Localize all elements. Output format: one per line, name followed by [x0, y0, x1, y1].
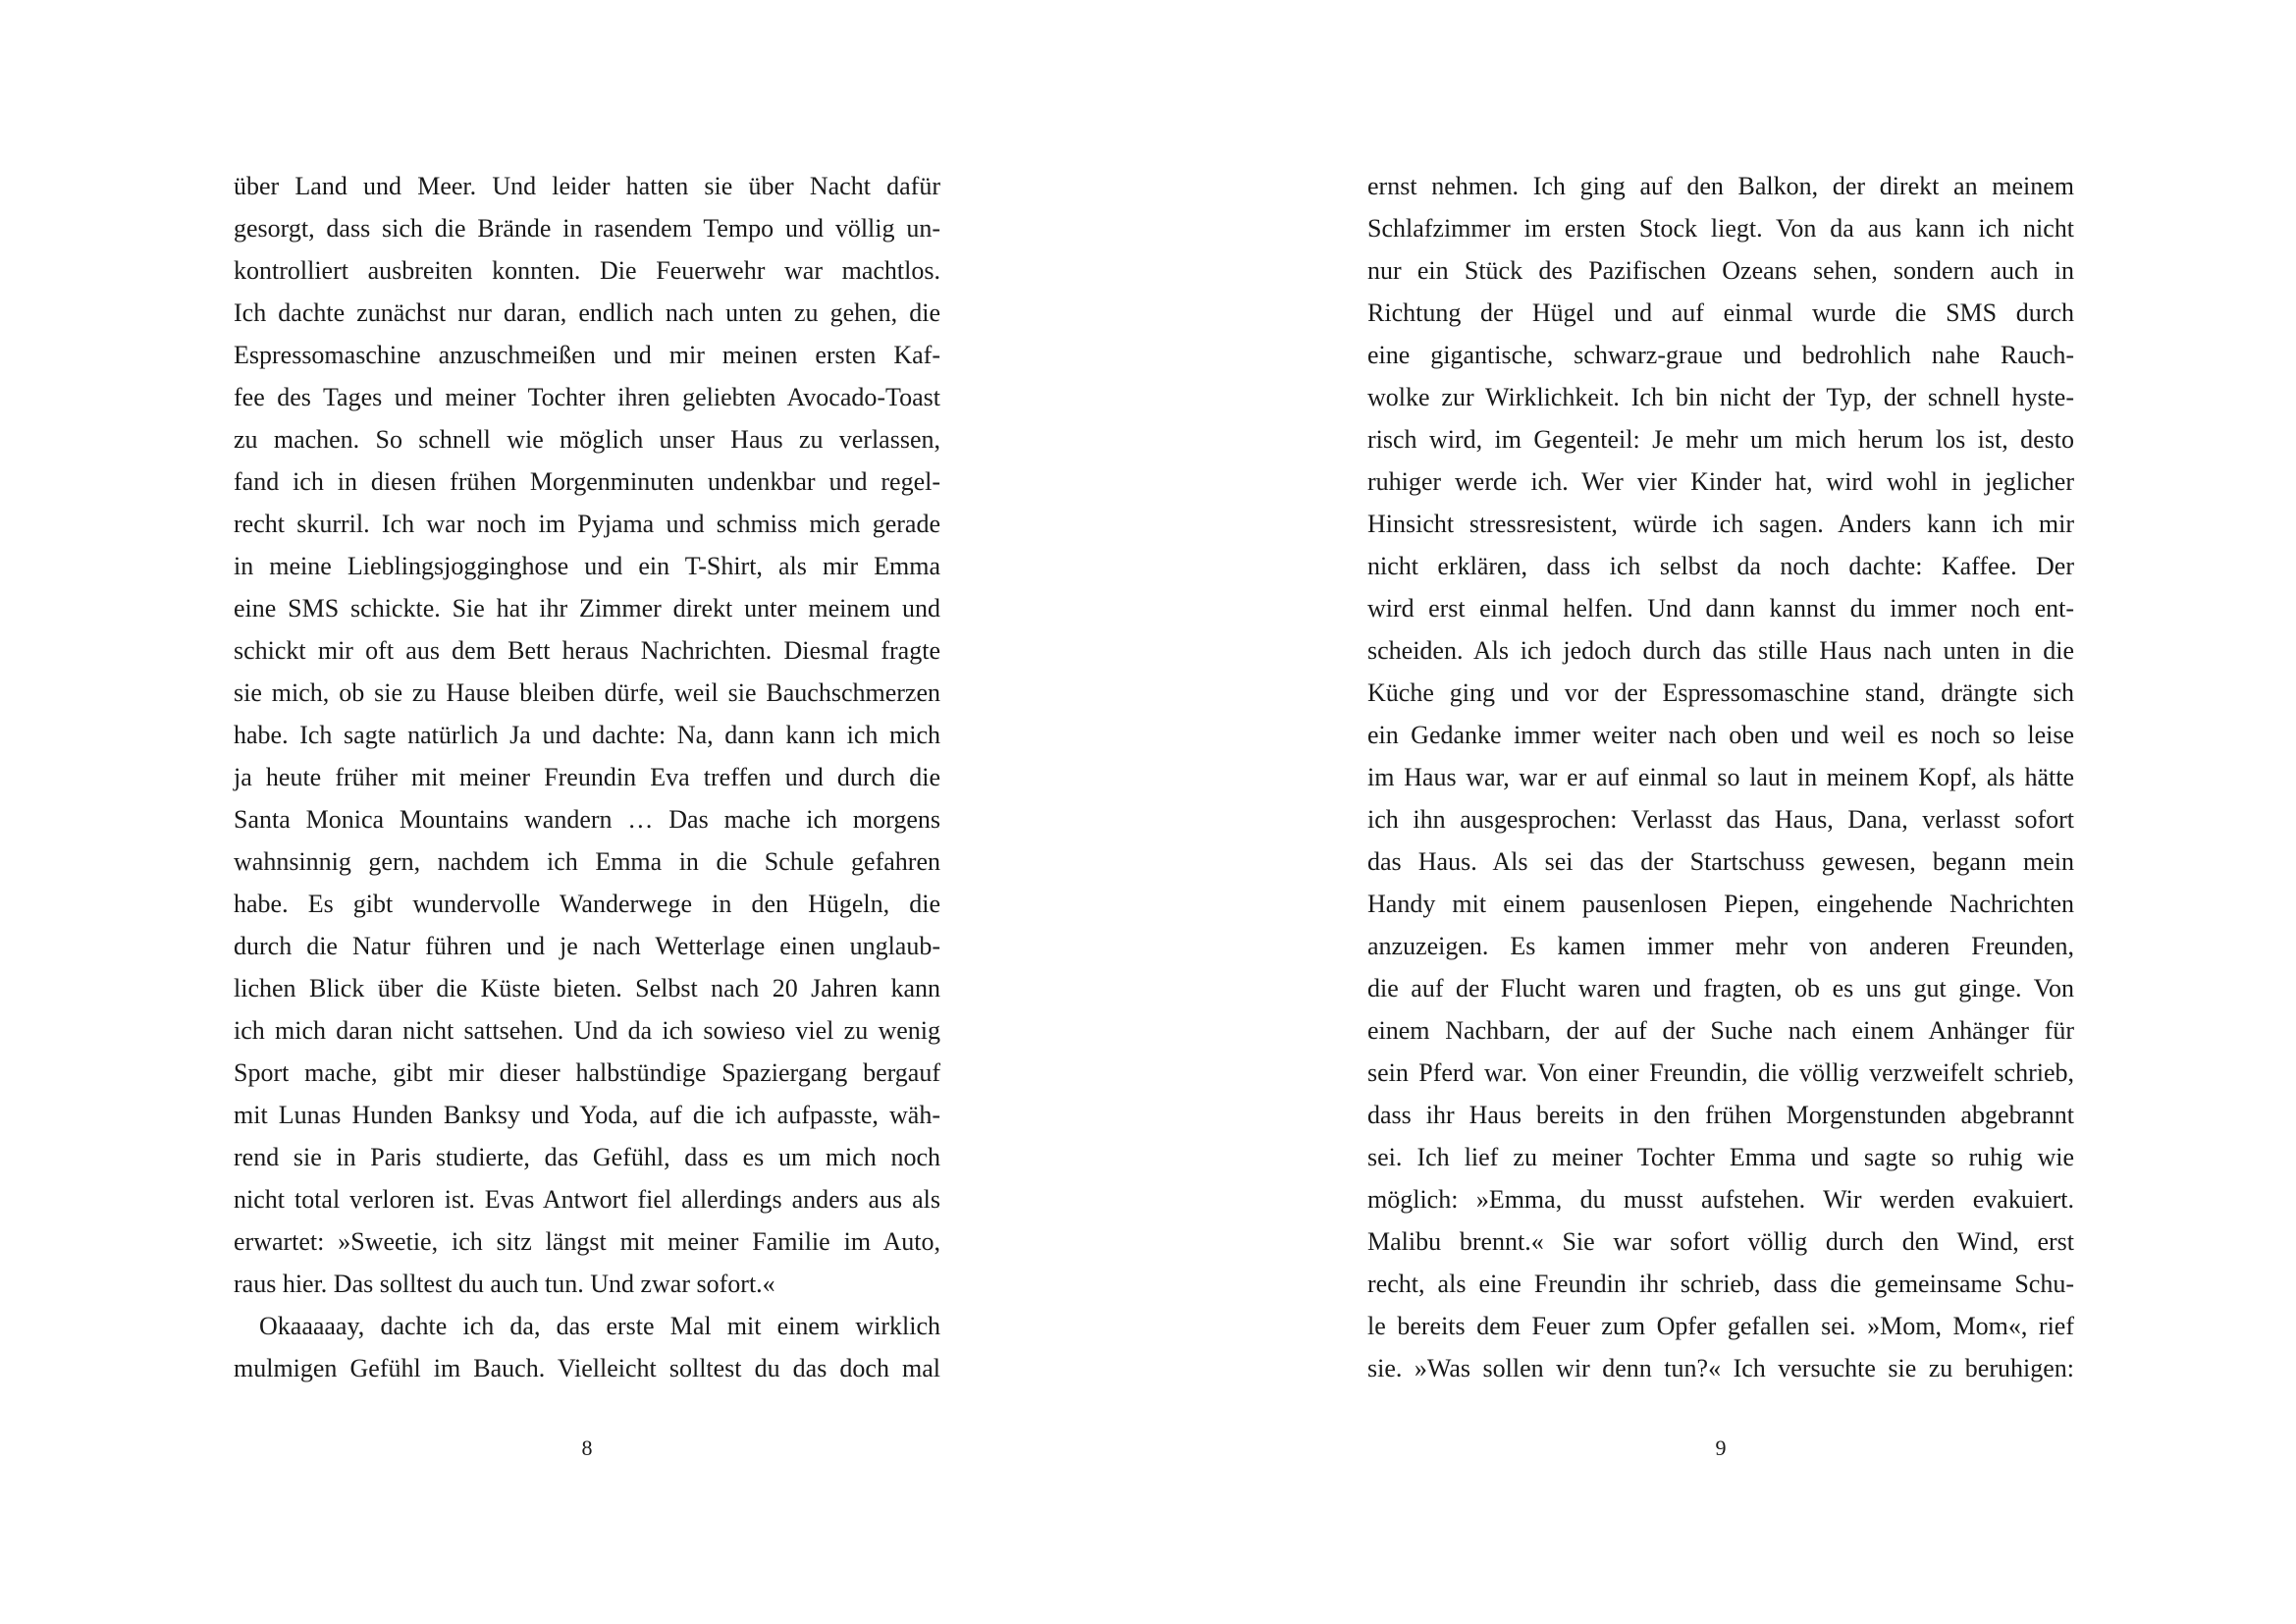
text-line: le bereits dem Feuer zum Opfer gefallen sei. »Mom, Mom«, rief — [1367, 1312, 2074, 1340]
text-line: recht skurril. Ich war noch im Pyjama und schmiss mich gerade — [234, 510, 940, 538]
text-line: Hinsicht stressresistent, würde ich sagen. Anders kann ich mir — [1367, 510, 2074, 538]
text-line: Schlafzimmer im ersten Stock liegt. Von da aus kann ich nicht — [1367, 214, 2074, 243]
text-line: sei. Ich lief zu meiner Tochter Emma und sagte so ruhig wie — [1367, 1143, 2074, 1171]
text-line: Malibu brennt.« Sie war sofort völlig durch den Wind, erst — [1367, 1227, 2074, 1256]
text-line: zu machen. So schnell wie möglich unser Haus zu verlassen, — [234, 425, 940, 454]
left-page-number: 8 — [581, 1435, 593, 1460]
right-page-number: 9 — [1715, 1435, 1727, 1460]
right-page-text — [1367, 165, 2074, 1389]
text-line: ja heute früher mit meiner Freundin Eva treffen und durch die — [234, 763, 940, 791]
text-line: ernst nehmen. Ich ging auf den Balkon, der direkt an meinem — [1367, 172, 2074, 200]
text-line: Sport mache, gibt mir dieser halbstündige Spaziergang bergauf — [234, 1058, 940, 1087]
text-line: ich mich daran nicht sattsehen. Und da ich sowieso viel zu wenig — [234, 1016, 940, 1045]
text-line: nur ein Stück des Pazifischen Ozeans sehen, sondern auch in — [1367, 256, 2074, 285]
paragraph-start-line: Okaaaaay, dachte ich da, das erste Mal mit einem wirklich — [259, 1312, 940, 1340]
text-line: die auf der Flucht waren und fragten, ob es uns gut ginge. Von — [1367, 974, 2074, 1002]
text-line: ich ihn ausgesprochen: Verlasst das Haus, Dana, verlasst sofort — [1367, 805, 2074, 834]
text-line: im Haus war, war er auf einmal so laut in meinem Kopf, als hätte — [1367, 763, 2074, 791]
text-line: ein Gedanke immer weiter nach oben und weil es noch so leise — [1367, 721, 2074, 749]
text-line: Ich dachte zunächst nur daran, endlich nach unten zu gehen, die — [234, 298, 940, 327]
text-line: risch wird, im Gegenteil: Je mehr um mich herum los ist, desto — [1367, 425, 2074, 454]
right-page — [1367, 165, 2074, 1389]
text-line: rend sie in Paris studierte, das Gefühl, dass es um mich noch — [234, 1143, 940, 1171]
text-line: das Haus. Als sei das der Startschuss gewesen, begann mein — [1367, 847, 2074, 876]
text-line: fee des Tages und meiner Tochter ihren geliebten Avocado-Toast — [234, 383, 940, 411]
text-line: wahnsinnig gern, nachdem ich Emma in die Schule gefahren — [234, 847, 940, 876]
text-line: nicht erklären, dass ich selbst da noch dachte: Kaffee. Der — [1367, 552, 2074, 580]
text-line: eine gigantische, schwarz-graue und bedrohlich nahe Rauch- — [1367, 341, 2074, 369]
text-line: habe. Es gibt wundervolle Wanderwege in den Hügeln, die — [234, 890, 940, 918]
text-line: gesorgt, dass sich die Brände in rasendem Tempo und völlig un- — [234, 214, 940, 243]
text-line: lichen Blick über die Küste bieten. Selbst nach 20 Jahren kann — [234, 974, 940, 1002]
text-line: recht, als eine Freundin ihr schrieb, dass die gemeinsame Schu- — [1367, 1270, 2074, 1298]
text-line: habe. Ich sagte natürlich Ja und dachte: Na, dann kann ich mich — [234, 721, 940, 749]
text-line: über Land und Meer. Und leider hatten sie über Nacht dafür — [234, 172, 940, 200]
text-line: wolke zur Wirklichkeit. Ich bin nicht der Typ, der schnell hyste- — [1367, 383, 2074, 411]
text-line: in meine Lieblingsjogginghose und ein T-Shirt, als mir Emma — [234, 552, 940, 580]
text-line: sein Pferd war. Von einer Freundin, die völlig verzweifelt schrieb, — [1367, 1058, 2074, 1087]
text-line: sie mich, ob sie zu Hause bleiben dürfe, weil sie Bauchschmerzen — [234, 678, 940, 707]
text-line: Handy mit einem pausenlosen Piepen, eingehende Nachrichten — [1367, 890, 2074, 918]
text-line: wird erst einmal helfen. Und dann kannst du immer noch ent- — [1367, 594, 2074, 623]
text-line: durch die Natur führen und je nach Wetterlage einen unglaub- — [234, 932, 940, 960]
paragraph-end-line: raus hier. Das solltest du auch tun. Und zwar sofort.« — [234, 1270, 775, 1298]
text-line: Richtung der Hügel und auf einmal wurde die SMS durch — [1367, 298, 2074, 327]
text-line: nicht total verloren ist. Evas Antwort fiel allerdings anders aus als — [234, 1185, 940, 1214]
text-line: Santa Monica Mountains wandern … Das mache ich morgens — [234, 805, 940, 834]
text-line: erwartet: »Sweetie, ich sitz längst mit meiner Familie im Auto, — [234, 1227, 940, 1256]
text-line: dass ihr Haus bereits in den frühen Morgenstunden abgebrannt — [1367, 1101, 2074, 1129]
text-line: einem Nachbarn, der auf der Suche nach einem Anhänger für — [1367, 1016, 2074, 1045]
text-line: fand ich in diesen frühen Morgenminuten undenkbar und regel- — [234, 467, 940, 496]
text-line: möglich: »Emma, du musst aufstehen. Wir werden evakuiert. — [1367, 1185, 2074, 1214]
text-line: anzuzeigen. Es kamen immer mehr von anderen Freunden, — [1367, 932, 2074, 960]
text-line: Küche ging und vor der Espressomaschine stand, drängte sich — [1367, 678, 2074, 707]
text-line: ruhiger werde ich. Wer vier Kinder hat, wird wohl in jeglicher — [1367, 467, 2074, 496]
left-page-text — [234, 165, 940, 1389]
left-page — [234, 165, 940, 1389]
text-line: eine SMS schickte. Sie hat ihr Zimmer direkt unter meinem und — [234, 594, 940, 623]
text-line: sie. »Was sollen wir denn tun?« Ich versuchte sie zu beruhigen: — [1367, 1354, 2074, 1382]
text-line: mit Lunas Hunden Banksy und Yoda, auf die ich aufpasste, wäh- — [234, 1101, 940, 1129]
text-line: kontrolliert ausbreiten konnten. Die Feuerwehr war machtlos. — [234, 256, 940, 285]
text-line: mulmigen Gefühl im Bauch. Vielleicht solltest du das doch mal — [234, 1354, 940, 1382]
text-line: schickt mir oft aus dem Bett heraus Nachrichten. Diesmal fragte — [234, 636, 940, 665]
text-line: scheiden. Als ich jedoch durch das stille Haus nach unten in die — [1367, 636, 2074, 665]
text-line: Espressomaschine anzuschmeißen und mir meinen ersten Kaf- — [234, 341, 940, 369]
